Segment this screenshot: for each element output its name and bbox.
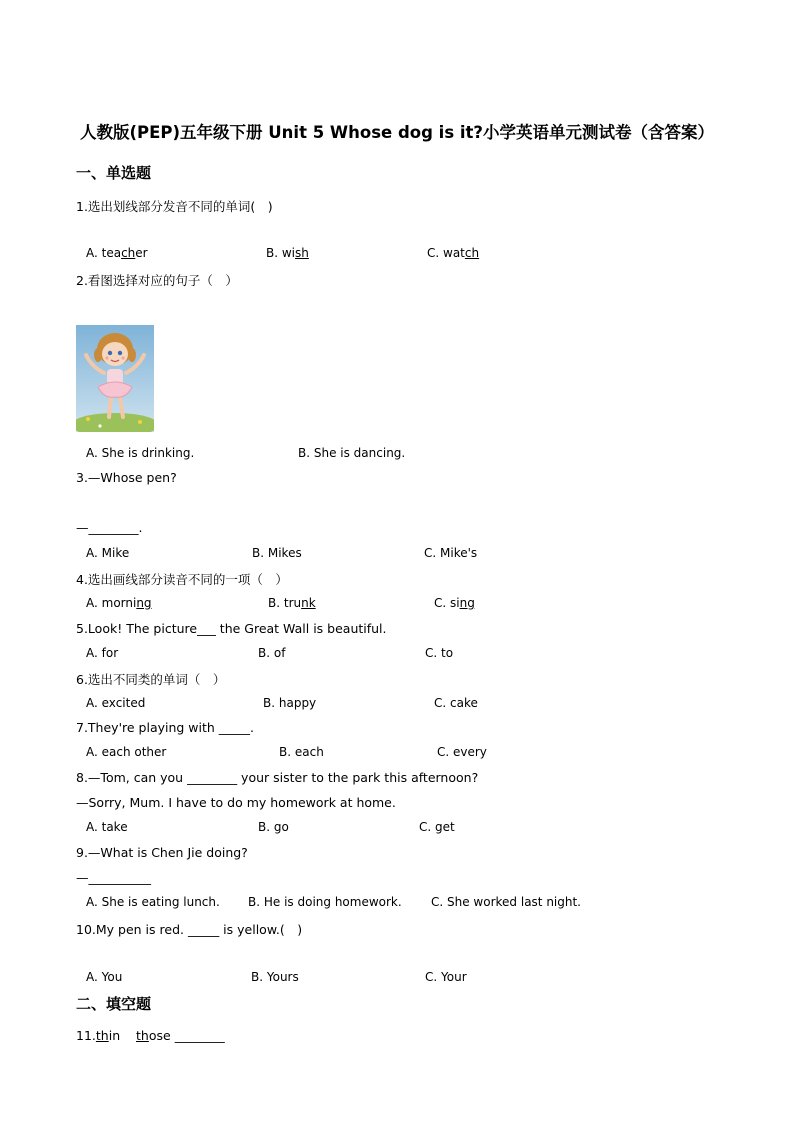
question-1-stem: 1.选出划线部分发音不同的单词( ): [76, 199, 273, 214]
question-9-option-a[interactable]: A. She is eating lunch.: [86, 895, 220, 909]
question-9-option-b[interactable]: B. He is doing homework.: [248, 895, 402, 909]
page-title: 人教版(PEP)五年级下册 Unit 5 Whose dog is it?小学英语单元测试卷（含答案）: [79, 123, 715, 142]
question-1-option-a[interactable]: A. teacher: [86, 246, 148, 260]
dancing-girl-image: [76, 325, 154, 432]
question-3-answer-line: —________.: [76, 520, 143, 535]
section-heading-single-choice: 一、单选题: [76, 164, 152, 182]
question-4-stem: 4.选出画线部分读音不同的一项（ ）: [76, 572, 288, 587]
question-8-stem: 8.—Tom, can you ________ your sister to the park this afternoon?: [76, 770, 479, 785]
question-8-option-c[interactable]: C. get: [419, 820, 455, 834]
question-7-option-b[interactable]: B. each: [279, 745, 324, 759]
question-3-stem: 3.—Whose pen?: [76, 470, 177, 485]
question-5-option-a[interactable]: A. for: [86, 646, 119, 660]
question-2-stem: 2.看图选择对应的句子（ ）: [76, 273, 238, 288]
question-10-stem: 10.My pen is red. _____ is yellow.( ): [76, 922, 303, 937]
question-1-option-b[interactable]: B. wish: [266, 246, 309, 260]
question-3-option-b[interactable]: B. Mikes: [252, 546, 302, 560]
question-3-option-a[interactable]: A. Mike: [86, 546, 130, 560]
question-9-option-c[interactable]: C. She worked last night.: [431, 895, 581, 909]
question-8-option-a[interactable]: A. take: [86, 820, 128, 834]
question-4-option-a[interactable]: A. morning: [86, 596, 152, 610]
question-1-option-c[interactable]: C. watch: [427, 246, 480, 260]
question-6-option-b[interactable]: B. happy: [263, 696, 317, 710]
section-heading-fill-in: 二、填空题: [76, 995, 152, 1013]
question-4-option-b[interactable]: B. trunk: [268, 596, 316, 610]
question-4-option-c[interactable]: C. sing: [434, 596, 475, 610]
question-11-line: 11.thin those ________: [76, 1028, 225, 1043]
question-3-option-c[interactable]: C. Mike's: [424, 546, 478, 560]
question-5-option-b[interactable]: B. of: [258, 646, 286, 660]
question-6-option-c[interactable]: C. cake: [434, 696, 478, 710]
question-8-dialogue-line: —Sorry, Mum. I have to do my homework at home.: [76, 795, 396, 810]
question-7-option-a[interactable]: A. each other: [86, 745, 167, 759]
question-2-option-a[interactable]: A. She is drinking.: [86, 446, 195, 460]
question-2-option-b[interactable]: B. She is dancing.: [298, 446, 406, 460]
question-6-option-a[interactable]: A. excited: [86, 696, 146, 710]
question-6-stem: 6.选出不同类的单词（ ）: [76, 672, 226, 687]
question-8-option-b[interactable]: B. go: [258, 820, 289, 834]
question-10-option-b[interactable]: B. Yours: [251, 970, 299, 984]
question-10-option-a[interactable]: A. You: [86, 970, 123, 984]
question-9-answer-line: —__________: [76, 870, 151, 885]
question-7-option-c[interactable]: C. every: [437, 745, 487, 759]
question-10-option-c[interactable]: C. Your: [425, 970, 467, 984]
question-7-stem: 7.They're playing with _____.: [76, 720, 255, 735]
question-9-stem: 9.—What is Chen Jie doing?: [76, 845, 248, 860]
question-5-option-c[interactable]: C. to: [425, 646, 454, 660]
question-5-stem: 5.Look! The picture___ the Great Wall is beautiful.: [76, 621, 387, 636]
